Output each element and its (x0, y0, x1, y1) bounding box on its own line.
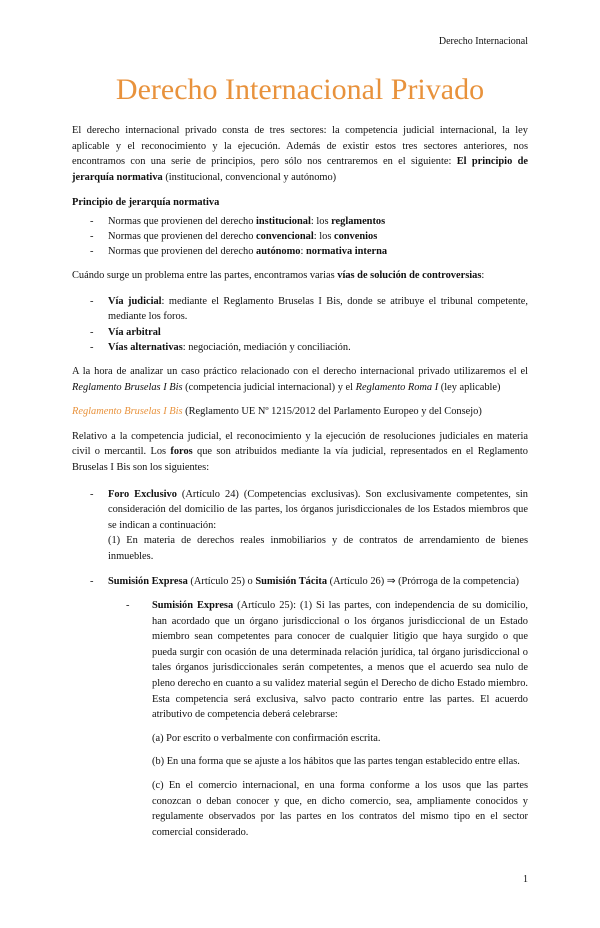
vias-list (72, 294, 528, 356)
item-a: (a) Por escrito o verbalmente con confirmación escrita. (152, 732, 381, 744)
list-item: - Vía arbitral (72, 325, 528, 341)
section-heading: Principio de jerarquía normativa (72, 197, 220, 209)
list-item: - Normas que provienen del derecho autónomo: normativa interna (72, 244, 528, 259)
text: (institucional, convencional y autónomo) (162, 171, 337, 183)
item-c: (c) En el comercio internacional, en una forma conforme a los usos que las partes conozcan o deban conocer y que, en dicho comercio, sea, ampliamente conocidos y regulamente observados por las partes en los contratos del mismo tipo en el sector comercial considerado. (152, 780, 528, 838)
list-item: - Vías alternativas: negociación, mediación y conciliación. (72, 340, 528, 356)
list-item: - Normas que provienen del derecho convencional: los convenios (72, 229, 528, 244)
relativo-paragraph: Relativo a la competencia judicial, el reconocimiento y la ejecución de resoluciones judiciales en materia civil o mercantil. Los foros que son atribuidos mediante la vía judicial, representados en el Reglamento Bruselas I Bis son los siguientes: (72, 430, 528, 473)
text: El derecho internacional privado consta de tres sectores: la competencia judicial internacional, la ley aplicable y el reconocimiento y la ejecución. Además de existir estos tres sectores anteriores, nos encontramos con una serie de principios, pero sólo nos centraremos en el siguiente: (72, 125, 528, 168)
principio-section (72, 195, 528, 259)
running-header: Derecho Internacional (438, 36, 528, 47)
bold-text: El principio de jerarquía normativa (72, 156, 528, 183)
list-item-sumision-expresa: - Sumisión Expresa (Artículo 25): (1) Si las partes, con independencia de su domicilio, han acordado que un órgano jurisdiccional o los órganos jurisdiccional de un Estado miembro sean competentes para conocer de cualquier litigio que haya surgido o que pueda surgir con ocasión de una determinada relación jurídica, tal órgano jurisdiccional o tales órganos jurisdiccionales serán competentes, a menos que el acuerdo sea nulo de pleno derecho en cuanto a su validez material según el Derecho de dicho Estado miembro. Esta competencia será exclusiva, salvo pacto contrario entre las partes. El acuerdo atributivo de competencia deberá celebrarse: (a) Por escrito o verbalmente con confirmación escrita. (b) En una forma que se ajuste a los hábitos que las partes tengan establecido entre ellas. (c) En el comercio internacional, en una forma conforme a los usos que las partes conozcan o deban conocer y que, en dicho comercio, sea, ampliamente conocidos y regulamente observados por las partes en los contratos del mismo tipo en el sector comercial considerado. (108, 598, 528, 840)
vias-intro: Cuándo surge un problema entre las partes, encontramos varias vías de solución de controversias: (72, 269, 485, 281)
intro-paragraph (72, 123, 528, 185)
list-item-foro-exclusivo: - Foro Exclusivo (Artículo 24) (Competencias exclusivas). Son exclusivamente competentes, sin consideración del domicilio de las partes, los órganos jurisdiccionales de los Estados miembros que se indican a continuación: (1) En materia de derechos reales inmobiliarios y de contratos de arrendamiento de bienes inmuebles. (72, 487, 528, 565)
list-item: - Normas que provienen del derecho institucional: los reglamentos (72, 214, 528, 229)
page-title: Derecho Internacional Privado (115, 73, 485, 106)
caso-paragraph: A la hora de analizar un caso práctico relacionado con el derecho internacional privado utilizaremos el el Reglamento Bruselas I Bis (competencia judicial internacional) y el Reglamento Roma I (ley aplicable) (72, 365, 528, 393)
item-b: (b) En una forma que se ajuste a los hábitos que las partes tengan establecido entre ellas. (152, 756, 520, 768)
page-number: 1 (523, 874, 528, 886)
foros-list (72, 487, 528, 849)
list-item: - Vía judicial: mediante el Reglamento Bruselas I Bis, donde se atribuye el tribunal competente, mediante los foros. (72, 294, 528, 325)
reglamento-heading: Reglamento Bruselas I Bis (Reglamento UE Nº 1215/2012 del Parlamento Europeo y del Consejo) (72, 406, 482, 418)
list-item-sumision: - Sumisión Expresa (Artículo 25) o Sumisión Tácita (Artículo 26) ⇒ (Prórroga de la competencia) - Sumisión Expresa (Artículo 25): (1) Si las partes, con independencia de su domicilio, han acordado que un órgano jurisdiccional o los órganos jurisdiccional de un Estado miembro sean competentes para conocer de cualquier litigio que haya surgido o que pueda surgir con ocasión de una determinada relación jurídica, tal órgano jurisdiccional o tales órganos jurisdiccionales serán competentes, a menos que el acuerdo sea nulo de pleno derecho en cuanto a su validez material según el Derecho de dicho Estado miembro. Esta competencia será exclusiva, salvo pacto contrario entre las partes. El acuerdo atributivo de competencia deberá celebrarse: (a) Por escrito o verbalmente con confirmación escrita. (b) En una forma que se ajuste a los hábitos que las partes tengan establecido entre ellas. (c) En el comercio internacional, en una forma conforme a los usos que las partes conozcan o deban conocer y que, en dicho comercio, sea, ampliamente conocidos y regulamente observados por las partes en los contratos del mismo tipo en el sector comercial considerado. (72, 574, 528, 840)
